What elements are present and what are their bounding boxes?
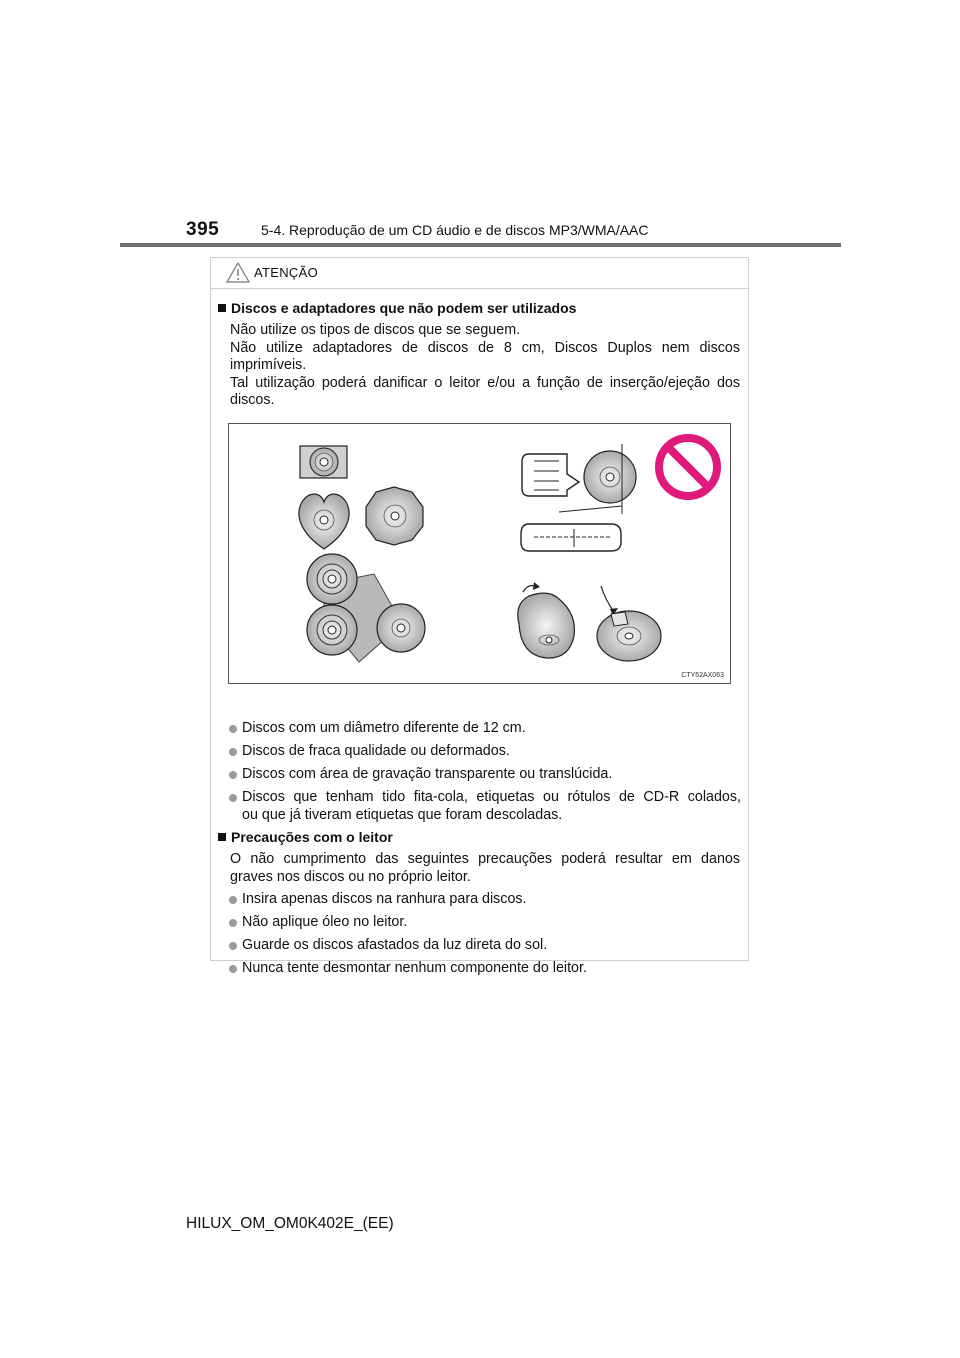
paragraph-line: O não cumprimento das seguintes precauções poderá resultar em danos <box>230 851 740 867</box>
bullet-item <box>229 789 741 824</box>
bullet-text: Não aplique óleo no leitor. <box>242 914 408 930</box>
bullet-text: Discos com área de gravação transparente ou translúcida. <box>242 766 613 782</box>
polygon-disc-icon <box>366 487 423 545</box>
section-heading-text: Discos e adaptadores que não podem ser utilizados <box>231 300 577 316</box>
paragraph-line: graves nos discos ou no próprio leitor. <box>230 868 471 885</box>
paragraph-line: Tal utilização poderá danificar o leitor e/ou a função de inserção/ejeção dos <box>230 374 740 391</box>
bullet-text: ou que já tiveram etiquetas que foram descoladas. <box>242 806 563 823</box>
bullet-item <box>229 914 741 932</box>
prohibition-icon <box>659 438 717 496</box>
disc-illustration <box>228 423 731 684</box>
bullet-text: Guarde os discos afastados da luz direta do sol. <box>242 937 548 953</box>
paragraph-line: imprimíveis. <box>230 357 307 373</box>
warning-label: ATENÇÃO <box>254 265 318 280</box>
bullet-item <box>229 720 741 738</box>
section-title: 5-4. Reprodução de um CD áudio e de discos MP3/WMA/AAC <box>261 222 649 238</box>
section-paragraph <box>230 322 740 410</box>
section-heading <box>218 829 393 845</box>
bullet-item <box>229 960 741 978</box>
bullet-item <box>229 743 741 761</box>
dual-disc-icon <box>521 444 636 551</box>
warning-header <box>211 258 748 289</box>
bullet-text: Discos que tenham tido fita-cola, etiquetas ou rótulos de CD-R colados, <box>242 789 741 805</box>
heart-disc-icon <box>299 494 349 549</box>
warning-triangle-icon <box>226 262 250 288</box>
section-paragraph <box>230 851 740 886</box>
square-bullet-icon <box>218 304 226 312</box>
bullet-text: Insira apenas discos na ranhura para discos. <box>242 891 527 907</box>
square-disc-icon <box>300 446 347 478</box>
bullet-text: Nunca tente desmontar nenhum componente do leitor. <box>242 960 587 976</box>
warped-disc-icon <box>518 582 575 658</box>
section-heading <box>218 300 576 316</box>
bullet-text: Discos de fraca qualidade ou deformados. <box>242 743 510 759</box>
page-number: 395 <box>186 219 220 240</box>
adapter-disc-icon <box>307 554 425 662</box>
bullet-text: Discos com um diâmetro diferente de 12 cm. <box>242 720 526 736</box>
disc-illustration-drawing <box>229 424 730 683</box>
bullet-item <box>229 766 741 784</box>
figure-code: CTY52AX063 <box>681 672 724 679</box>
footer-doc-code: HILUX_OM_OM0K402E_(EE) <box>186 1215 394 1232</box>
paragraph-line: Não utilize adaptadores de discos de 8 cm, Discos Duplos nem discos <box>230 339 740 356</box>
bullet-item <box>229 891 741 909</box>
header-rule <box>120 243 841 247</box>
section-heading-text: Precauções com o leitor <box>231 829 393 845</box>
bullet-item <box>229 937 741 955</box>
labeled-disc-icon <box>597 586 661 661</box>
paragraph-line: discos. <box>230 392 275 408</box>
paragraph-line: Não utilize os tipos de discos que se seguem. <box>230 322 521 338</box>
square-bullet-icon <box>218 833 226 841</box>
